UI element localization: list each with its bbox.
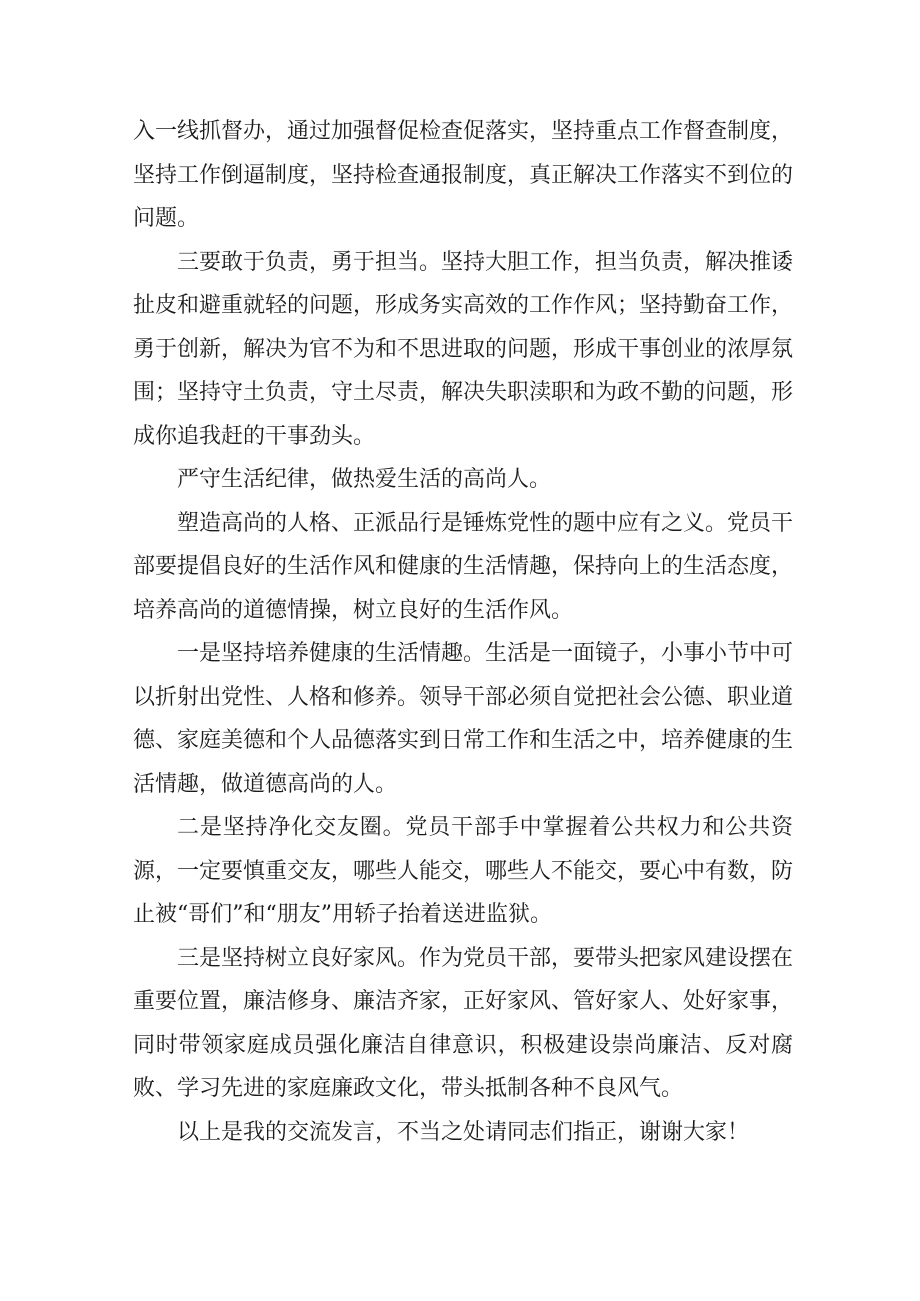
document-body (133, 110, 793, 1154)
paragraph-closing: 以上是我的交流发言，不当之处请同志们指正，谢谢大家！ (177, 1119, 750, 1145)
paragraph-social-circle: 二是坚持净化交友圈。党员干部手中掌握着公共权力和公共资源，一定要慎重交友，哪些人能交，哪些人不能交，要心中有数，防止被“哥们”和“朋友”用轿子抬着送进监狱。 (133, 815, 794, 927)
paragraph-noble-character: 塑造高尚的人格、正派品行是锤炼党性的题中应有之义。党员干部要提倡良好的生活作风和健康的生活情趣，保持向上的生活态度，培养高尚的道德情操，树立良好的生活作风。 (133, 510, 794, 623)
paragraph-healthy-interests: 一是坚持培养健康的生活情趣。生活是一面镜子，小事小节中可以折射出党性、人格和修养。领导干部必须自觉把社会公德、职业道德、家庭美德和个人品德落实到日常工作和生活之中，培养健康的生活情趣，做道德高尚的人。 (133, 641, 794, 797)
paragraph-continuation: 入一线抓督办，通过加强督促检查促落实，坚持重点工作督查制度，坚持工作倒逼制度，坚持检查通报制度，真正解决工作落实不到位的问题。 (133, 119, 794, 231)
paragraph-family-style: 三是坚持树立良好家风。作为党员干部，要带头把家风建设摆在重要位置，廉洁修身、廉洁齐家，正好家风、管好家人、处好家事，同时带领家庭成员强化廉洁自律意识，积极建设崇尚廉洁、反对腐败、学习先进的家庭廉政文化，带头抵制各种不良风气。 (133, 945, 794, 1101)
paragraph-take-responsibility: 三要敢于负责，勇于担当。坚持大胆工作，担当负责，解决推诿扯皮和避重就轻的问题，形成务实高效的工作作风；坚持勤奋工作，勇于创新，解决为官不为和不思进取的问题，形成干事创业的浓厚氛围；坚持守土负责，守土尽责，解决失职渎职和为政不勤的问题，形成你追我赶的干事劲头。 (133, 249, 794, 449)
section-heading-life-discipline: 严守生活纪律，做热爱生活的高尚人。 (177, 467, 552, 492)
